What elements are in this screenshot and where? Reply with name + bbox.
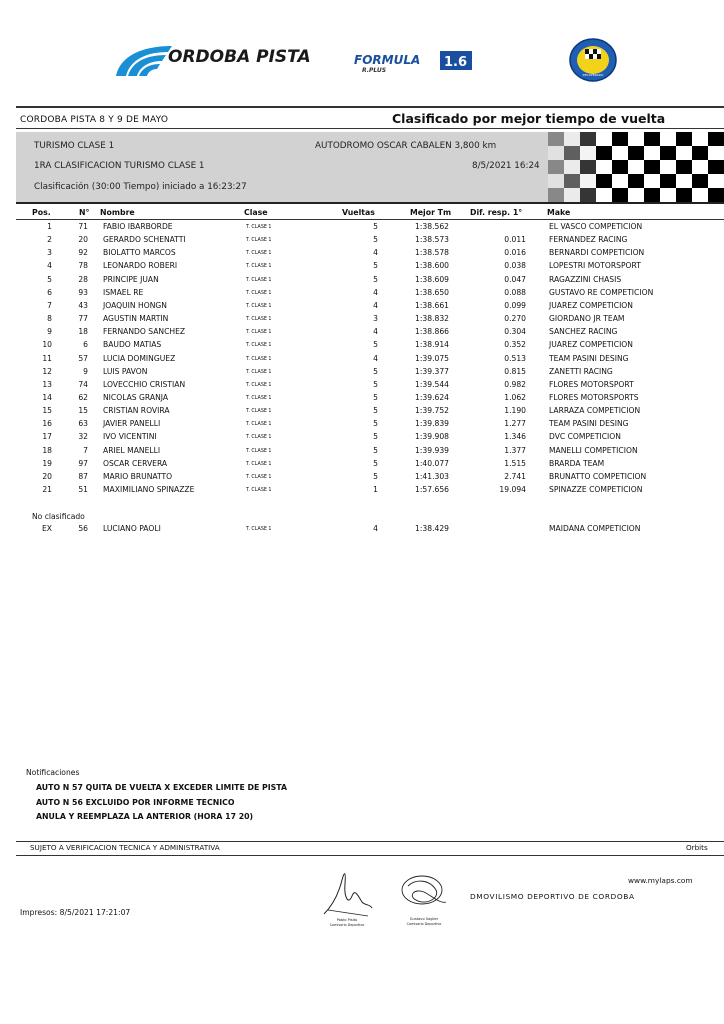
cell-clase: T. CLASE 1 [246, 382, 272, 388]
cell-diff: 1.515 [504, 458, 526, 468]
checker-square [596, 174, 612, 188]
header-bottom-rule [16, 128, 724, 129]
session-label: 1RA CLASIFICACION TURISMO CLASE 1 [34, 161, 205, 171]
cell-num: 74 [78, 379, 88, 389]
col-header-make: Make [547, 208, 571, 217]
checker-square [596, 188, 612, 202]
checker-square [548, 132, 564, 146]
cell-laps: 5 [373, 274, 378, 284]
table-row [0, 380, 724, 393]
table-row [0, 288, 724, 301]
orbits-brand: Orbits [686, 843, 708, 852]
cell-num: 57 [78, 353, 88, 363]
cell-name: IVO VICENTINI [103, 432, 157, 442]
cell-name: LUCIA DOMINGUEZ [103, 353, 176, 363]
cell-laps: 4 [373, 353, 378, 363]
cell-best: 1:38.429 [415, 524, 449, 533]
cell-best: 1:38.914 [415, 340, 449, 350]
cell-pos: 2 [47, 235, 52, 245]
table-row [0, 472, 724, 485]
checker-square [692, 132, 708, 146]
cell-pos: 4 [47, 261, 52, 271]
table-row [0, 432, 724, 445]
table-row [0, 301, 724, 314]
table-row [0, 314, 724, 327]
cell-diff: 1.277 [504, 419, 526, 429]
printed-timestamp: Impresos: 8/5/2021 17:21:07 [20, 908, 131, 917]
cell-num: 62 [78, 392, 88, 402]
cell-pos: 1 [47, 222, 52, 231]
cell-num: 32 [78, 432, 88, 442]
checker-square [548, 188, 564, 202]
checker-square [660, 174, 676, 188]
checker-square [628, 174, 644, 188]
checker-square [564, 160, 580, 174]
cell-laps: 1 [373, 485, 378, 494]
checker-square [676, 188, 692, 202]
checker-square [708, 188, 724, 202]
checkered-flag-pattern [548, 132, 724, 202]
svg-text:FORMULA: FORMULA [354, 53, 421, 67]
signature-1-role: Comisario Deportivo [329, 923, 365, 927]
table-row [0, 419, 724, 432]
cell-clase: T. CLASE 1 [246, 251, 272, 257]
col-header-num: N° [79, 208, 90, 217]
cell-diff: 0.038 [504, 261, 526, 271]
cell-pos: 19 [42, 458, 52, 468]
cell-clase: T. CLASE 1 [246, 409, 272, 415]
cell-best: 1:38.573 [415, 235, 449, 245]
col-header-diff: Dif. resp. 1° [470, 208, 523, 217]
checker-square [644, 174, 660, 188]
header-top-rule [16, 106, 724, 108]
cell-diff: 0.982 [504, 379, 526, 389]
cell-num: 97 [78, 458, 88, 468]
panel-bottom-rule [16, 202, 724, 204]
cell-best: 1:39.624 [415, 392, 449, 402]
checker-square [660, 160, 676, 174]
cell-make: TEAM PASINI DESING [549, 353, 629, 363]
cell-best: 1:38.866 [415, 327, 449, 337]
cell-best: 1:39.752 [415, 406, 449, 416]
cell-clase: T. CLASE 1 [246, 527, 272, 532]
cell-clase: T. CLASE 1 [246, 317, 272, 323]
cell-make: GIORDANO JR TEAM [549, 314, 625, 324]
table-row [0, 327, 724, 340]
checker-square [644, 188, 660, 202]
cell-laps: 4 [373, 327, 378, 337]
checker-square [628, 132, 644, 146]
cell-name: JAVIER PANELLI [103, 419, 161, 429]
cell-pos: 11 [42, 353, 52, 363]
cell-laps: 3 [373, 314, 378, 324]
checker-square [692, 188, 708, 202]
cell-clase: T. CLASE 1 [246, 290, 272, 296]
col-header-pos: Pos. [32, 208, 51, 217]
cell-make: RAGAZZINI CHASIS [549, 274, 622, 284]
cell-num: 7 [83, 445, 88, 455]
cell-num: 78 [78, 261, 88, 271]
session-info: Clasificación (30:00 Tiempo) iniciado a 16:23:27 [34, 182, 247, 192]
cell-clase: T. CLASE 1 [246, 356, 272, 362]
cell-name: JOAQUIN HONGN [103, 300, 167, 310]
cell-pos: 20 [42, 471, 52, 481]
checker-square [644, 132, 660, 146]
cell-pos: EX [41, 524, 52, 533]
checker-square [676, 174, 692, 188]
cell-laps: 5 [373, 419, 378, 429]
cell-clase: T. CLASE 1 [246, 277, 272, 283]
checker-square [628, 188, 644, 202]
cell-num: 63 [78, 419, 88, 429]
checker-square [580, 146, 596, 160]
checker-square [644, 146, 660, 160]
cell-diff: 0.088 [504, 287, 526, 297]
cell-laps: 5 [373, 222, 378, 231]
signature-2-role: Comisario Deportivo [406, 922, 442, 926]
cell-num: 87 [78, 471, 88, 481]
checker-square [580, 188, 596, 202]
cell-name: NICOLAS GRANJA [103, 392, 169, 402]
checker-square [708, 160, 724, 174]
cell-diff: 1.377 [504, 445, 526, 455]
cell-make: BRUNATTO COMPETICION [549, 471, 647, 481]
cell-diff: 0.047 [504, 274, 526, 284]
cell-name: MAXIMILIANO SPINAZZE [103, 485, 195, 494]
cell-best: 1:39.377 [415, 366, 449, 376]
cell-best: 1:38.661 [415, 300, 449, 310]
verification-note: SUJETO A VERIFICACION TECNICA Y ADMINISTRATIVA [30, 843, 220, 852]
cell-clase: T. CLASE 1 [246, 474, 272, 480]
checker-square [548, 160, 564, 174]
cell-name: LOVECCHIO CRISTIAN [103, 379, 186, 389]
cell-laps: 4 [373, 524, 378, 533]
cell-diff: 0.270 [504, 314, 526, 324]
cell-laps: 5 [373, 340, 378, 350]
checker-square [628, 160, 644, 174]
checker-square [580, 132, 596, 146]
cell-clase: T. CLASE 1 [246, 264, 272, 270]
checker-square [564, 132, 580, 146]
cell-clase: T. CLASE 1 [246, 369, 272, 375]
cell-diff: 0.815 [504, 366, 526, 376]
cell-clase: T. CLASE 1 [246, 461, 272, 467]
club-badge-logo [568, 38, 618, 82]
report-title: Clasificado por mejor tiempo de vuelta [392, 111, 666, 126]
signature-2 [396, 872, 452, 928]
cell-name: ARIEL MANELLI [103, 445, 161, 455]
cell-name: GERARDO SCHENATTI [103, 235, 186, 245]
cell-best: 1:38.562 [415, 222, 449, 231]
cell-laps: 5 [373, 406, 378, 416]
cell-diff: 0.016 [504, 248, 526, 258]
cell-clase: T. CLASE 1 [246, 330, 272, 336]
svg-text:RECUPERADO: RECUPERADO [582, 73, 604, 77]
table-row [0, 524, 724, 537]
cell-make: ZANETTI RACING [549, 366, 613, 376]
table-row [0, 261, 724, 274]
cell-make: MAIDANA COMPETICION [549, 524, 641, 533]
cell-make: JUAREZ COMPETICION [549, 340, 633, 350]
cell-best: 1:38.832 [415, 314, 449, 324]
cell-clase: T. CLASE 1 [246, 488, 272, 493]
cell-num: 77 [78, 314, 88, 324]
cell-laps: 5 [373, 261, 378, 271]
checker-square [580, 160, 596, 174]
cell-make: EL VASCO COMPETICION [549, 222, 643, 231]
signature-1 [318, 866, 376, 928]
cell-num: 93 [78, 287, 88, 297]
cordoba-logo-text: ORDOBA PISTA [168, 47, 311, 67]
cell-num: 28 [78, 274, 88, 284]
cell-laps: 5 [373, 471, 378, 481]
cell-name: MARIO BRUNATTO [103, 471, 173, 481]
not-classified-label: No clasificado [32, 512, 85, 521]
cell-pos: 14 [42, 392, 52, 402]
cell-best: 1:57.656 [415, 485, 449, 494]
checker-square [676, 146, 692, 160]
table-row [0, 367, 724, 380]
cell-diff: 0.513 [504, 353, 526, 363]
cell-diff: 1.190 [504, 406, 526, 416]
cell-diff: 0.099 [504, 300, 526, 310]
cell-num: 9 [83, 366, 88, 376]
cell-diff: 0.011 [504, 235, 526, 245]
cell-clase: T. CLASE 1 [246, 435, 272, 441]
svg-text:R.PLUS: R.PLUS [362, 67, 387, 74]
checker-square [612, 146, 628, 160]
cell-name: LUCIANO PAOLI [103, 524, 161, 533]
checker-square [660, 132, 676, 146]
cell-best: 1:39.839 [415, 419, 449, 429]
cell-laps: 4 [373, 300, 378, 310]
cell-diff: 19.094 [499, 485, 526, 494]
checker-square [564, 188, 580, 202]
note-item: AUTO N 57 QUITA DE VUELTA X EXCEDER LIMITE DE PISTA [36, 783, 287, 792]
signature-1-name: Pablo Pisito [336, 918, 358, 922]
cell-name: LUIS PAVON [103, 366, 148, 376]
table-row [0, 340, 724, 353]
circuit-label: AUTODROMO OSCAR CABALEN 3,800 km [315, 141, 497, 151]
cell-laps: 5 [373, 445, 378, 455]
table-row [0, 485, 724, 498]
cell-pos: 9 [47, 327, 52, 337]
table-row [0, 354, 724, 367]
cell-clase: T. CLASE 1 [246, 225, 272, 230]
cell-pos: 15 [42, 406, 52, 416]
cell-name: FERNANDO SANCHEZ [103, 327, 186, 337]
svg-text:1.6: 1.6 [444, 55, 468, 70]
cell-num: 43 [78, 300, 88, 310]
cell-make: FERNANDEZ RACING [549, 235, 628, 245]
cell-make: LARRAZA COMPETICION [549, 406, 641, 416]
checker-square [644, 160, 660, 174]
cell-name: LEONARDO ROBERI [103, 261, 178, 271]
website-link[interactable]: www.mylaps.com [628, 876, 693, 885]
table-row [0, 248, 724, 261]
cell-name: FABIO IBARBORDE [103, 222, 173, 231]
cell-pos: 10 [42, 340, 52, 350]
cell-num: 20 [78, 235, 88, 245]
cell-pos: 21 [42, 485, 52, 494]
col-header-laps: Vueltas [342, 208, 375, 217]
cell-best: 1:38.609 [415, 274, 449, 284]
table-row [0, 222, 724, 235]
cell-name: AGUSTIN MARTIN [103, 314, 169, 324]
col-header-clase: Clase [244, 208, 268, 217]
cell-diff: 0.352 [504, 340, 526, 350]
cell-pos: 6 [47, 287, 52, 297]
checker-square [612, 188, 628, 202]
cell-make: MANELLI COMPETICION [549, 445, 638, 455]
notes-title: Notificaciones [26, 768, 80, 777]
table-row [0, 459, 724, 472]
note-item: ANULA Y REEMPLAZA LA ANTERIOR (HORA 17 20) [36, 812, 254, 821]
event-name: CORDOBA PISTA 8 Y 9 DE MAYO [20, 115, 169, 125]
checker-square [708, 174, 724, 188]
checker-square [676, 132, 692, 146]
cell-pos: 12 [42, 366, 52, 376]
checker-square [660, 188, 676, 202]
signature-2-name: Gustavo Saglier [409, 917, 439, 921]
cell-pos: 5 [47, 274, 52, 284]
cell-num: 56 [78, 524, 88, 533]
cell-clase: T. CLASE 1 [246, 303, 272, 309]
cell-pos: 18 [42, 445, 52, 455]
col-header-best: Mejor Tm [410, 208, 452, 217]
cell-num: 92 [78, 248, 88, 258]
cell-clase: T. CLASE 1 [246, 448, 272, 454]
cell-make: BERNARDI COMPETICION [549, 248, 645, 258]
cell-laps: 4 [373, 248, 378, 258]
checker-square [596, 146, 612, 160]
note-item: AUTO N 56 EXCLUIDO POR INFORME TECNICO [36, 798, 235, 807]
col-header-name: Nombre [100, 208, 135, 217]
cell-pos: 13 [42, 379, 52, 389]
cell-pos: 16 [42, 419, 52, 429]
cell-best: 1:39.075 [415, 353, 449, 363]
cell-name: BAUDO MATIAS [103, 340, 162, 350]
cell-make: DVC COMPETICION [549, 432, 621, 442]
table-row [0, 446, 724, 459]
checker-square [612, 132, 628, 146]
cell-num: 15 [78, 406, 88, 416]
checker-square [596, 160, 612, 174]
checker-square [580, 174, 596, 188]
table-header-rule [16, 219, 724, 220]
cell-laps: 5 [373, 392, 378, 402]
cell-make: GUSTAVO RE COMPETICION [549, 287, 654, 297]
cell-diff: 1.346 [504, 432, 526, 442]
cordoba-pista-logo [112, 42, 311, 82]
checker-square [564, 146, 580, 160]
session-datetime: 8/5/2021 16:24 [472, 161, 540, 171]
cell-pos: 17 [42, 432, 52, 442]
checker-square [548, 146, 564, 160]
cell-clase: T. CLASE 1 [246, 395, 272, 401]
cell-best: 1:39.908 [415, 432, 449, 442]
cell-best: 1:39.544 [415, 379, 449, 389]
cell-clase: T. CLASE 1 [246, 238, 272, 244]
cell-make: SPINAZZE COMPETICION [549, 485, 643, 494]
checker-square [596, 132, 612, 146]
cell-name: BIOLATTO MARCOS [103, 248, 176, 258]
cell-laps: 5 [373, 458, 378, 468]
checker-square [692, 174, 708, 188]
cell-best: 1:39.939 [415, 445, 449, 455]
cell-num: 71 [78, 222, 88, 231]
cell-num: 51 [78, 485, 88, 494]
checker-square [628, 146, 644, 160]
cell-make: SANCHEZ RACING [549, 327, 618, 337]
cell-laps: 4 [373, 287, 378, 297]
cell-best: 1:38.578 [415, 248, 449, 258]
checker-square [692, 160, 708, 174]
cell-laps: 5 [373, 235, 378, 245]
cell-make: BRARDA TEAM [549, 458, 605, 468]
cell-make: LOPESTRI MOTORSPORT [549, 261, 641, 271]
cell-clase: T. CLASE 1 [246, 422, 272, 428]
cell-name: OSCAR CERVERA [103, 458, 168, 468]
cell-laps: 5 [373, 379, 378, 389]
checker-square [612, 174, 628, 188]
cell-name: CRISTIAN ROVIRA [103, 406, 170, 416]
cell-name: PRINCIPE JUAN [103, 274, 159, 284]
checker-square [564, 174, 580, 188]
cell-num: 18 [78, 327, 88, 337]
cell-make: FLORES MOTORSPORTS [549, 392, 639, 402]
cell-diff: 2.741 [504, 471, 526, 481]
cell-clase: T. CLASE 1 [246, 343, 272, 349]
cell-make: TEAM PASINI DESING [549, 419, 629, 429]
table-row [0, 275, 724, 288]
cell-laps: 5 [373, 432, 378, 442]
checker-square [708, 146, 724, 160]
cell-pos: 3 [47, 248, 52, 258]
cell-name: ISMAEL RE [103, 287, 144, 297]
cell-best: 1:38.600 [415, 261, 449, 271]
category-label: TURISMO CLASE 1 [34, 141, 115, 151]
cell-pos: 7 [47, 300, 52, 310]
organization-name: DMOVILISMO DEPORTIVO DE CORDOBA [470, 892, 635, 901]
cell-diff: 0.304 [504, 327, 526, 337]
cell-make: FLORES MOTORSPORT [549, 379, 634, 389]
cell-pos: 8 [47, 314, 52, 324]
cell-diff: 1.062 [504, 392, 526, 402]
checker-square [612, 160, 628, 174]
cell-best: 1:38.650 [415, 287, 449, 297]
cell-num: 6 [83, 340, 88, 350]
table-row [0, 235, 724, 248]
checker-square [548, 174, 564, 188]
table-row [0, 393, 724, 406]
checker-square [660, 146, 676, 160]
cell-laps: 5 [373, 366, 378, 376]
table-row [0, 406, 724, 419]
checker-square [676, 160, 692, 174]
checker-square [692, 146, 708, 160]
cell-best: 1:40.077 [415, 458, 449, 468]
cell-best: 1:41.303 [415, 471, 449, 481]
checker-square [708, 132, 724, 146]
cell-make: JUAREZ COMPETICION [549, 300, 633, 310]
formula-logo [352, 50, 474, 74]
